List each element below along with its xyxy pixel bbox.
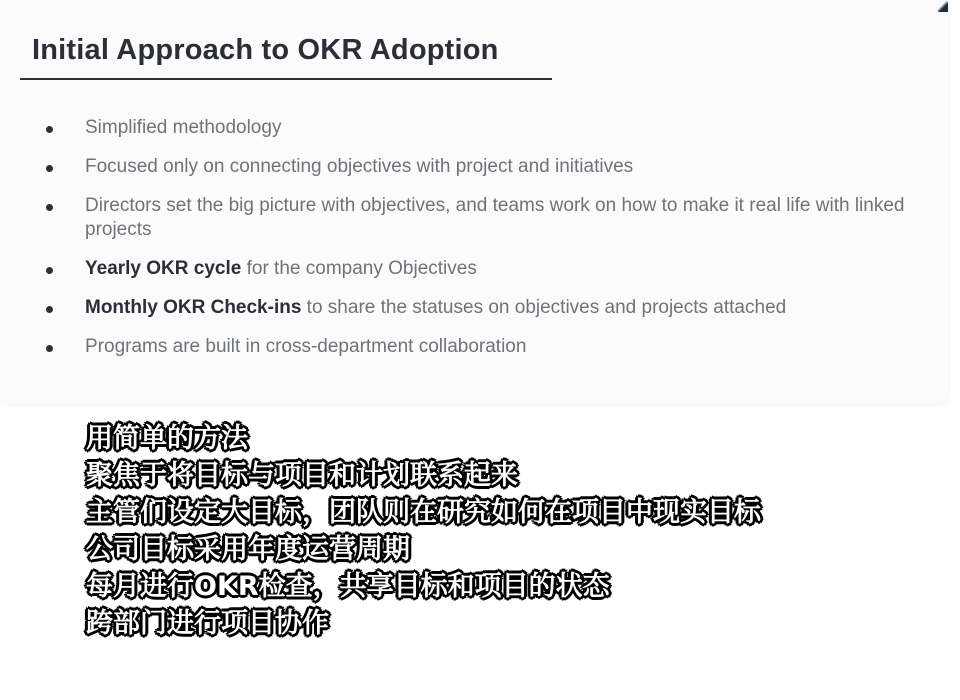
bullet-icon [46, 204, 53, 211]
list-item [44, 116, 924, 140]
bullet-list [44, 116, 924, 374]
bullet-icon [46, 267, 53, 274]
subtitle-line: 跨部门进行项目协作 [86, 608, 329, 639]
list-item [44, 194, 924, 242]
list-item [44, 257, 924, 281]
list-item [44, 296, 924, 320]
title-underline [20, 78, 552, 80]
list-item [44, 155, 924, 179]
bullet-icon [46, 165, 53, 172]
subtitle-line: 主管们设定大目标，团队则在研究如何在项目中现实目标 [86, 497, 761, 528]
subtitle-line: 公司目标采用年度运营周期 [86, 534, 410, 565]
bullet-text: Directors set the big picture with objectives, and teams work on how to make it real life with linked projects [85, 195, 905, 240]
bullet-icon [46, 345, 53, 352]
bullet-text: Focused only on connecting objectives with project and initiatives [85, 156, 634, 177]
chinese-subtitles [86, 420, 946, 642]
bullet-bold-lead: Yearly OKR cycle [85, 258, 242, 279]
bullet-text: Simplified methodology [85, 117, 282, 138]
bullet-text: to share the statuses on objectives and projects attached [301, 297, 787, 318]
bullet-text: Programs are built in cross-department collaboration [85, 336, 527, 357]
bullet-bold-lead: Monthly OKR Check-ins [85, 297, 302, 318]
bullet-icon [46, 306, 53, 313]
subtitle-line: 用简单的方法 [86, 423, 248, 454]
slide-corner-mark [938, 0, 948, 12]
subtitle-line: 聚焦于将目标与项目和计划联系起来 [86, 460, 518, 491]
slide-title: Initial Approach to OKR Adoption [32, 34, 499, 66]
list-item [44, 335, 924, 359]
bullet-text: for the company Objectives [241, 258, 477, 279]
subtitle-line: 每月进行OKR检查，共享目标和项目的状态 [86, 571, 610, 602]
bullet-icon [46, 126, 53, 133]
